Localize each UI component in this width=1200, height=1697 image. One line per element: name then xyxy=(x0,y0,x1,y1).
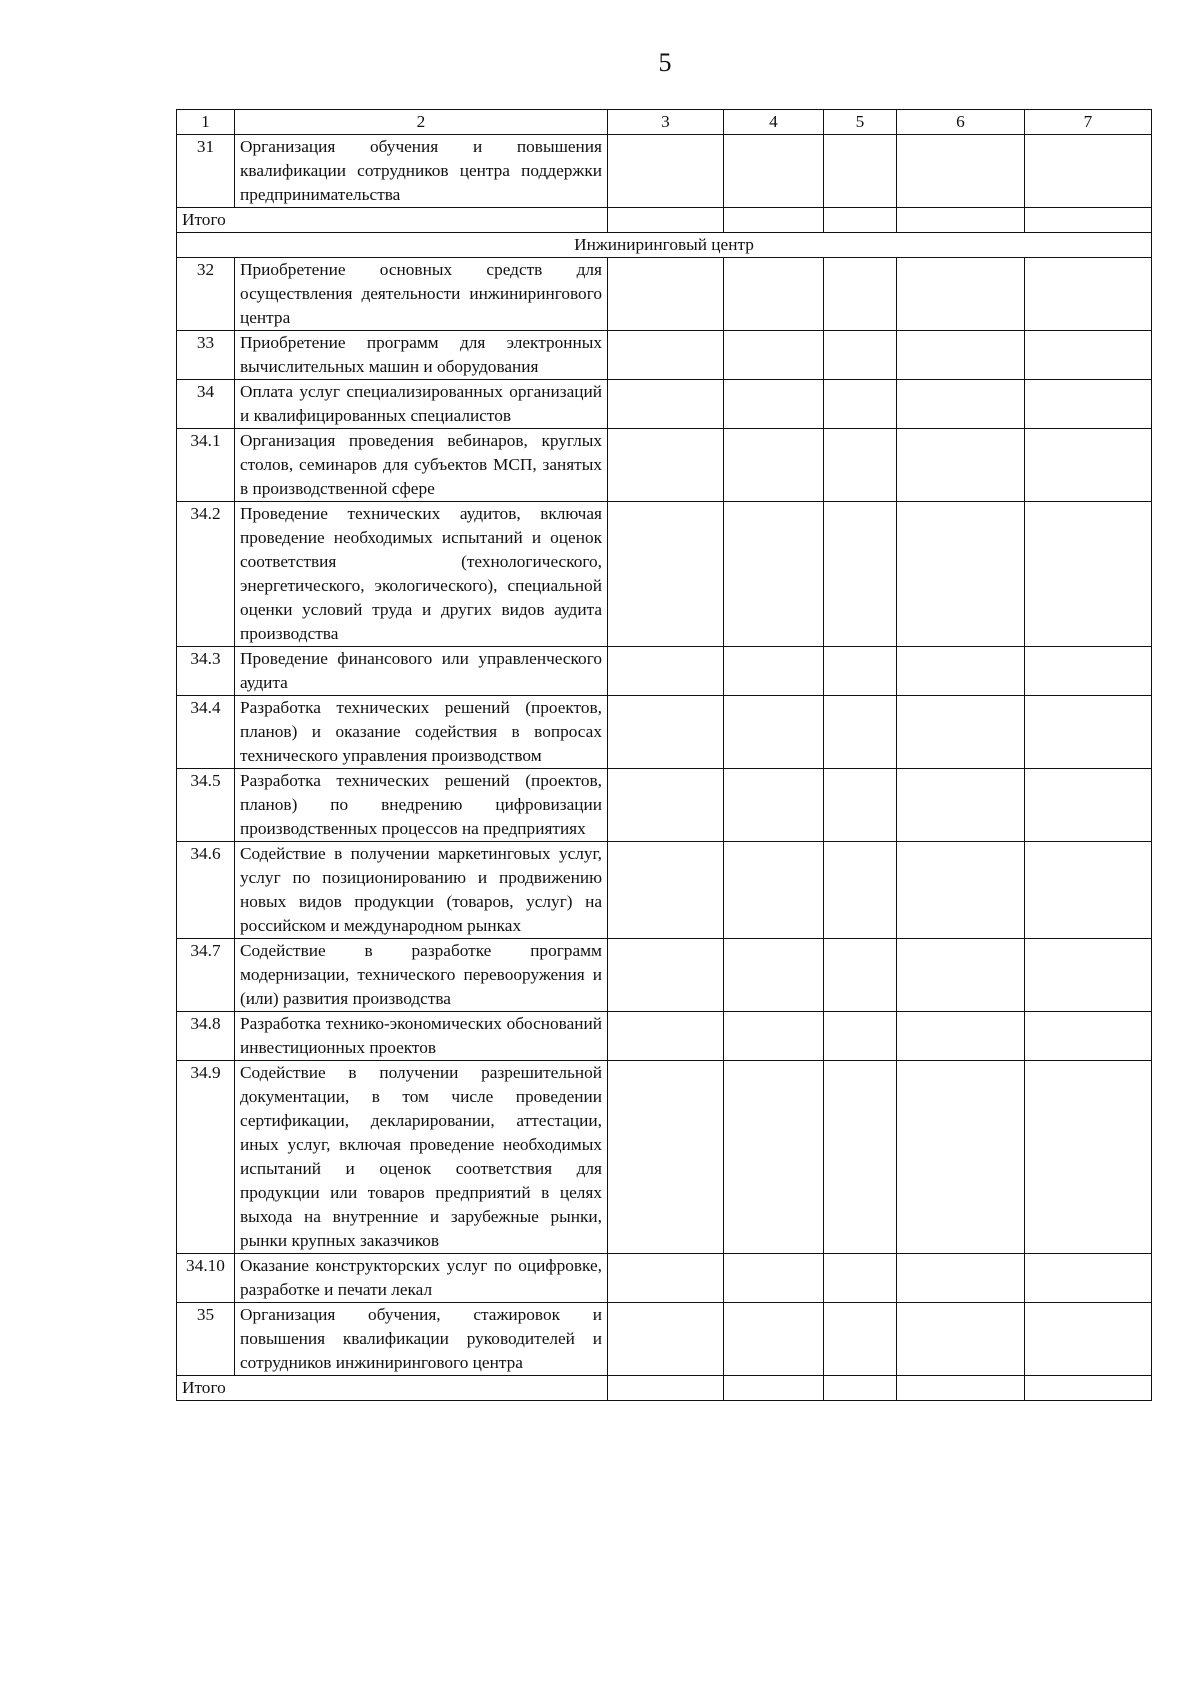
value-cell xyxy=(824,1061,897,1254)
row-number: 34.8 xyxy=(177,1012,235,1061)
value-cell xyxy=(724,380,824,429)
column-header: 4 xyxy=(724,110,824,135)
table-row xyxy=(177,380,1152,429)
value-cell xyxy=(1025,502,1152,647)
value-cell xyxy=(824,502,897,647)
table-row xyxy=(177,647,1152,696)
value-cell xyxy=(897,769,1025,842)
table-row xyxy=(177,135,1152,208)
value-cell xyxy=(724,1376,824,1401)
value-cell xyxy=(824,1254,897,1303)
value-cell xyxy=(897,429,1025,502)
value-cell xyxy=(897,135,1025,208)
value-cell xyxy=(724,135,824,208)
value-cell xyxy=(608,696,724,769)
value-cell xyxy=(1025,939,1152,1012)
row-description: Организация обучения и повышения квалификации сотрудников центра поддержки предпринимательства xyxy=(235,135,608,208)
value-cell xyxy=(1025,208,1152,233)
row-number: 34.2 xyxy=(177,502,235,647)
row-description: Разработка технических решений (проектов, планов) по внедрению цифровизации производственных процессов на предприятиях xyxy=(235,769,608,842)
value-cell xyxy=(824,1376,897,1401)
value-cell xyxy=(897,842,1025,939)
value-cell xyxy=(824,380,897,429)
value-cell xyxy=(824,842,897,939)
value-cell xyxy=(608,939,724,1012)
value-cell xyxy=(824,939,897,1012)
value-cell xyxy=(897,696,1025,769)
value-cell xyxy=(1025,1254,1152,1303)
row-description: Оказание конструкторских услуг по оцифровке, разработке и печати лекал xyxy=(235,1254,608,1303)
value-cell xyxy=(824,1303,897,1376)
row-description: Организация проведения вебинаров, круглых столов, семинаров для субъектов МСП, занятых в производственной сфере xyxy=(235,429,608,502)
value-cell xyxy=(824,696,897,769)
total-row xyxy=(177,1376,1152,1401)
total-label: Итого xyxy=(177,208,608,233)
row-description: Приобретение программ для электронных вычислительных машин и оборудования xyxy=(235,331,608,380)
value-cell xyxy=(1025,696,1152,769)
row-description: Содействие в получении разрешительной документации, в том числе проведении сертификации, декларировании, аттестации, иных услуг, включая проведение необходимых испытаний и оценок соответствия для продукции или товаров предприятий в целях выхода на внутренние и зарубежные рынки, рынки крупных заказчиков xyxy=(235,1061,608,1254)
section-title: Инжиниринговый центр xyxy=(177,233,1152,258)
value-cell xyxy=(724,842,824,939)
budget-table xyxy=(176,109,1152,1401)
value-cell xyxy=(897,1254,1025,1303)
value-cell xyxy=(1025,331,1152,380)
total-label: Итого xyxy=(177,1376,608,1401)
table-row xyxy=(177,1254,1152,1303)
value-cell xyxy=(1025,842,1152,939)
row-number: 34 xyxy=(177,380,235,429)
row-number: 34.7 xyxy=(177,939,235,1012)
value-cell xyxy=(824,331,897,380)
value-cell xyxy=(897,647,1025,696)
value-cell xyxy=(897,1376,1025,1401)
row-number: 34.9 xyxy=(177,1061,235,1254)
table-row xyxy=(177,1012,1152,1061)
value-cell xyxy=(608,135,724,208)
row-number: 34.5 xyxy=(177,769,235,842)
row-description: Проведение финансового или управленческого аудита xyxy=(235,647,608,696)
value-cell xyxy=(897,939,1025,1012)
table-row xyxy=(177,939,1152,1012)
value-cell xyxy=(608,769,724,842)
value-cell xyxy=(897,208,1025,233)
table-row xyxy=(177,258,1152,331)
table-row xyxy=(177,429,1152,502)
total-row xyxy=(177,208,1152,233)
table-row xyxy=(177,1061,1152,1254)
value-cell xyxy=(608,1061,724,1254)
row-number: 34.1 xyxy=(177,429,235,502)
value-cell xyxy=(824,647,897,696)
row-number: 34.6 xyxy=(177,842,235,939)
value-cell xyxy=(897,1012,1025,1061)
value-cell xyxy=(608,842,724,939)
value-cell xyxy=(824,1012,897,1061)
value-cell xyxy=(724,1303,824,1376)
row-number: 34.4 xyxy=(177,696,235,769)
value-cell xyxy=(824,769,897,842)
value-cell xyxy=(608,502,724,647)
table-row xyxy=(177,769,1152,842)
value-cell xyxy=(608,647,724,696)
value-cell xyxy=(724,331,824,380)
value-cell xyxy=(608,331,724,380)
column-header: 1 xyxy=(177,110,235,135)
value-cell xyxy=(724,647,824,696)
row-number: 35 xyxy=(177,1303,235,1376)
value-cell xyxy=(897,1303,1025,1376)
value-cell xyxy=(608,258,724,331)
table-row xyxy=(177,502,1152,647)
value-cell xyxy=(897,502,1025,647)
value-cell xyxy=(608,1303,724,1376)
row-number: 31 xyxy=(177,135,235,208)
value-cell xyxy=(1025,429,1152,502)
table-row xyxy=(177,1303,1152,1376)
page-number: 5 xyxy=(658,48,672,77)
row-description: Содействие в получении маркетинговых услуг, услуг по позиционированию и продвижению новых видов продукции (товаров, услуг) на российском и международном рынках xyxy=(235,842,608,939)
value-cell xyxy=(724,1254,824,1303)
value-cell xyxy=(824,258,897,331)
value-cell xyxy=(1025,769,1152,842)
column-header: 5 xyxy=(824,110,897,135)
value-cell xyxy=(1025,1376,1152,1401)
value-cell xyxy=(1025,1012,1152,1061)
value-cell xyxy=(1025,647,1152,696)
row-description: Разработка технико-экономических обоснований инвестиционных проектов xyxy=(235,1012,608,1061)
table-header-row xyxy=(177,110,1152,135)
value-cell xyxy=(724,769,824,842)
value-cell xyxy=(724,696,824,769)
row-number: 33 xyxy=(177,331,235,380)
value-cell xyxy=(1025,1303,1152,1376)
value-cell xyxy=(608,1254,724,1303)
value-cell xyxy=(724,208,824,233)
value-cell xyxy=(897,331,1025,380)
value-cell xyxy=(724,258,824,331)
value-cell xyxy=(897,380,1025,429)
row-description: Проведение технических аудитов, включая проведение необходимых испытаний и оценок соответствия (технологического, энергетического, экологического), специальной оценки условий труда и других видов аудита производства xyxy=(235,502,608,647)
row-description: Содействие в разработке программ модернизации, технического перевооружения и (или) развития производства xyxy=(235,939,608,1012)
value-cell xyxy=(608,429,724,502)
table-row xyxy=(177,842,1152,939)
value-cell xyxy=(608,1012,724,1061)
row-number: 34.3 xyxy=(177,647,235,696)
row-description: Организация обучения, стажировок и повышения квалификации руководителей и сотрудников инжинирингового центра xyxy=(235,1303,608,1376)
row-description: Приобретение основных средств для осуществления деятельности инжинирингового центра xyxy=(235,258,608,331)
value-cell xyxy=(724,939,824,1012)
value-cell xyxy=(724,1012,824,1061)
value-cell xyxy=(608,208,724,233)
value-cell xyxy=(1025,1061,1152,1254)
column-header: 7 xyxy=(1025,110,1152,135)
row-description: Разработка технических решений (проектов, планов) и оказание содействия в вопросах технического управления производством xyxy=(235,696,608,769)
value-cell xyxy=(724,429,824,502)
row-description: Оплата услуг специализированных организаций и квалифицированных специалистов xyxy=(235,380,608,429)
table-row xyxy=(177,331,1152,380)
value-cell xyxy=(608,380,724,429)
value-cell xyxy=(897,258,1025,331)
section-row xyxy=(177,233,1152,258)
value-cell xyxy=(608,1376,724,1401)
column-header: 2 xyxy=(235,110,608,135)
column-header: 6 xyxy=(897,110,1025,135)
row-number: 32 xyxy=(177,258,235,331)
value-cell xyxy=(824,208,897,233)
value-cell xyxy=(1025,380,1152,429)
value-cell xyxy=(1025,258,1152,331)
value-cell xyxy=(1025,135,1152,208)
value-cell xyxy=(824,429,897,502)
column-header: 3 xyxy=(608,110,724,135)
value-cell xyxy=(724,502,824,647)
value-cell xyxy=(724,1061,824,1254)
table-row xyxy=(177,696,1152,769)
value-cell xyxy=(824,135,897,208)
value-cell xyxy=(897,1061,1025,1254)
row-number: 34.10 xyxy=(177,1254,235,1303)
